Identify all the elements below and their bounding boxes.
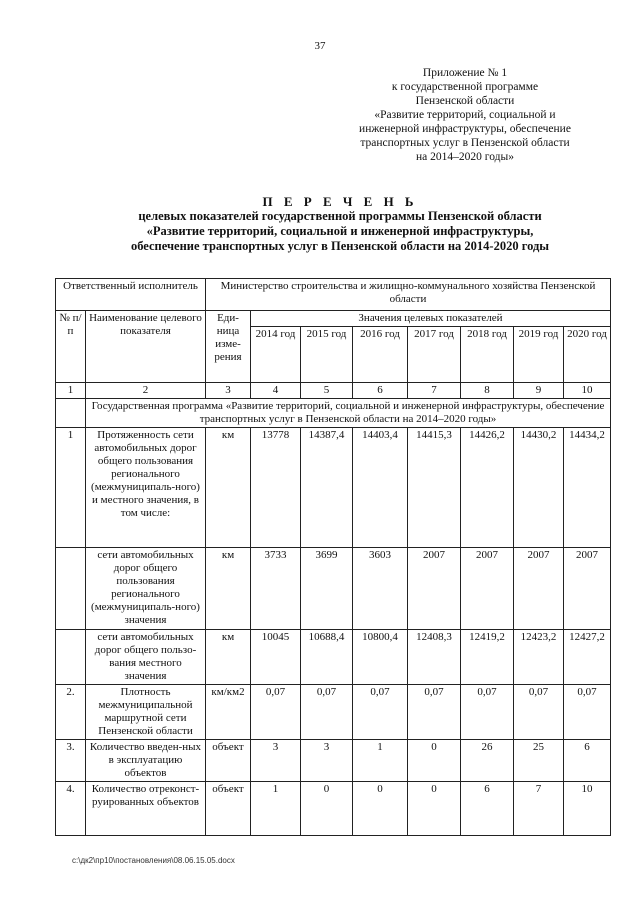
indicator-unit: км <box>206 428 251 548</box>
value-cell: 3733 <box>251 548 301 630</box>
year-header: 2014 год <box>251 327 301 383</box>
value-cell: 0 <box>408 782 461 836</box>
column-numbers-row <box>56 383 611 399</box>
table-row <box>56 685 611 740</box>
value-cell: 3 <box>251 740 301 782</box>
indicator-unit: км <box>206 548 251 630</box>
appendix-line: Пензенской области <box>415 95 515 107</box>
column-number: 6 <box>353 383 408 399</box>
value-cell: 0,07 <box>514 685 564 740</box>
value-cell: 0 <box>301 782 353 836</box>
column-number: 3 <box>206 383 251 399</box>
column-number: 5 <box>301 383 353 399</box>
value-cell: 2007 <box>514 548 564 630</box>
value-cell: 2007 <box>564 548 611 630</box>
col-header-name: Наименование целевого показателя <box>86 311 206 383</box>
value-cell: 12419,2 <box>461 630 514 685</box>
table-row <box>56 630 611 685</box>
value-cell: 14430,2 <box>514 428 564 548</box>
row-number: 2. <box>56 685 86 740</box>
appendix-line: к государственной программе <box>391 81 539 93</box>
year-header: 2017 год <box>408 327 461 383</box>
table-row <box>56 782 611 836</box>
column-number: 1 <box>56 383 86 399</box>
year-header: 2018 год <box>461 327 514 383</box>
appendix-line: Приложение № 1 <box>422 67 508 79</box>
value-cell: 0,07 <box>564 685 611 740</box>
indicator-unit: объект <box>206 740 251 782</box>
document-heading <box>60 194 620 254</box>
table-row <box>56 548 611 630</box>
row-number <box>56 630 86 685</box>
column-number: 10 <box>564 383 611 399</box>
value-cell: 2007 <box>408 548 461 630</box>
responsible-row <box>56 279 611 311</box>
value-cell: 10800,4 <box>353 630 408 685</box>
value-cell: 0,07 <box>353 685 408 740</box>
appendix-block <box>340 66 590 164</box>
value-cell: 0,07 <box>301 685 353 740</box>
value-cell: 0,07 <box>251 685 301 740</box>
program-row <box>56 399 611 428</box>
responsible-label: Ответственный исполнитель <box>56 279 206 311</box>
indicator-unit: км <box>206 630 251 685</box>
indicator-name: сети автомобильных дорог общего пользования регионального (межмуниципаль-ного) значения <box>86 548 206 630</box>
appendix-line: транспортных услуг в Пензенской области <box>360 137 570 149</box>
value-cell: 12408,3 <box>408 630 461 685</box>
value-cell: 6 <box>564 740 611 782</box>
responsible-value: Министерство строительства и жилищно-коммунального хозяйства Пензенской области <box>206 279 611 311</box>
value-cell: 10688,4 <box>301 630 353 685</box>
value-cell: 14403,4 <box>353 428 408 548</box>
value-cell: 1 <box>251 782 301 836</box>
year-header: 2020 год <box>564 327 611 383</box>
row-number: 4. <box>56 782 86 836</box>
column-number: 2 <box>86 383 206 399</box>
value-cell: 0 <box>408 740 461 782</box>
value-cell: 10045 <box>251 630 301 685</box>
value-cell: 1 <box>353 740 408 782</box>
value-cell: 25 <box>514 740 564 782</box>
indicator-name: сети автомобильных дорог общего пользо-вания местного значения <box>86 630 206 685</box>
file-path-footer: c:\дк2\пр10\постановления\08.06.15.05.docx <box>72 856 235 865</box>
col-header-no: № п/п <box>56 311 86 383</box>
value-cell: 0,07 <box>461 685 514 740</box>
value-cell: 26 <box>461 740 514 782</box>
value-cell: 14387,4 <box>301 428 353 548</box>
document-title: П Е Р Е Ч Е Н Ь <box>262 194 418 209</box>
value-cell: 13778 <box>251 428 301 548</box>
value-cell: 3699 <box>301 548 353 630</box>
value-cell: 3 <box>301 740 353 782</box>
year-header: 2019 год <box>514 327 564 383</box>
column-number: 7 <box>408 383 461 399</box>
value-cell: 2007 <box>461 548 514 630</box>
indicator-name: Количество отреконст-руированных объектов <box>86 782 206 836</box>
heading-line: «Развитие территорий, социальной и инженерной инфраструктуры, <box>146 224 534 238</box>
row-number <box>56 548 86 630</box>
program-title: Государственная программа «Развитие территорий, социальной и инженерной инфраструктуры, обеспечение транспортных услуг в Пензенской области на 2014–2020 годы» <box>86 399 611 428</box>
heading-line: целевых показателей государственной программы Пензенской области <box>138 209 542 223</box>
heading-line: обеспечение транспортных услуг в Пензенской области на 2014-2020 годы <box>130 239 550 253</box>
column-number: 9 <box>514 383 564 399</box>
column-number: 8 <box>461 383 514 399</box>
appendix-line: на 2014–2020 годы» <box>416 151 514 163</box>
value-cell: 14415,3 <box>408 428 461 548</box>
row-number: 1 <box>56 428 86 548</box>
year-header: 2015 год <box>301 327 353 383</box>
col-header-unit: Еди-ница изме-рения <box>206 311 251 383</box>
col-header-values: Значения целевых показателей <box>251 311 611 327</box>
indicator-unit: км/км2 <box>206 685 251 740</box>
value-cell: 10 <box>564 782 611 836</box>
value-cell: 7 <box>514 782 564 836</box>
row-number: 3. <box>56 740 86 782</box>
indicator-name: Протяженность сети автомобильных дорог общего пользования регионального (межмуниципаль-ного) и местного значения, в том числе: <box>86 428 206 548</box>
value-cell: 12427,2 <box>564 630 611 685</box>
value-cell: 6 <box>461 782 514 836</box>
header-row <box>56 311 611 327</box>
page-number: 37 <box>314 40 326 52</box>
column-number: 4 <box>251 383 301 399</box>
indicator-name: Плотность межмуниципальной маршрутной сети Пензенской области <box>86 685 206 740</box>
indicator-name: Количество введен-ных в эксплуатацию объектов <box>86 740 206 782</box>
value-cell: 14434,2 <box>564 428 611 548</box>
table-row <box>56 740 611 782</box>
year-header: 2016 год <box>353 327 408 383</box>
value-cell: 14426,2 <box>461 428 514 548</box>
value-cell: 0,07 <box>408 685 461 740</box>
appendix-line: «Развитие территорий, социальной и <box>374 109 556 121</box>
appendix-line: инженерной инфраструктуры, обеспечение <box>359 123 571 135</box>
table-row <box>56 428 611 548</box>
value-cell: 12423,2 <box>514 630 564 685</box>
value-cell: 0 <box>353 782 408 836</box>
indicator-unit: объект <box>206 782 251 836</box>
indicators-table <box>55 278 611 836</box>
value-cell: 3603 <box>353 548 408 630</box>
